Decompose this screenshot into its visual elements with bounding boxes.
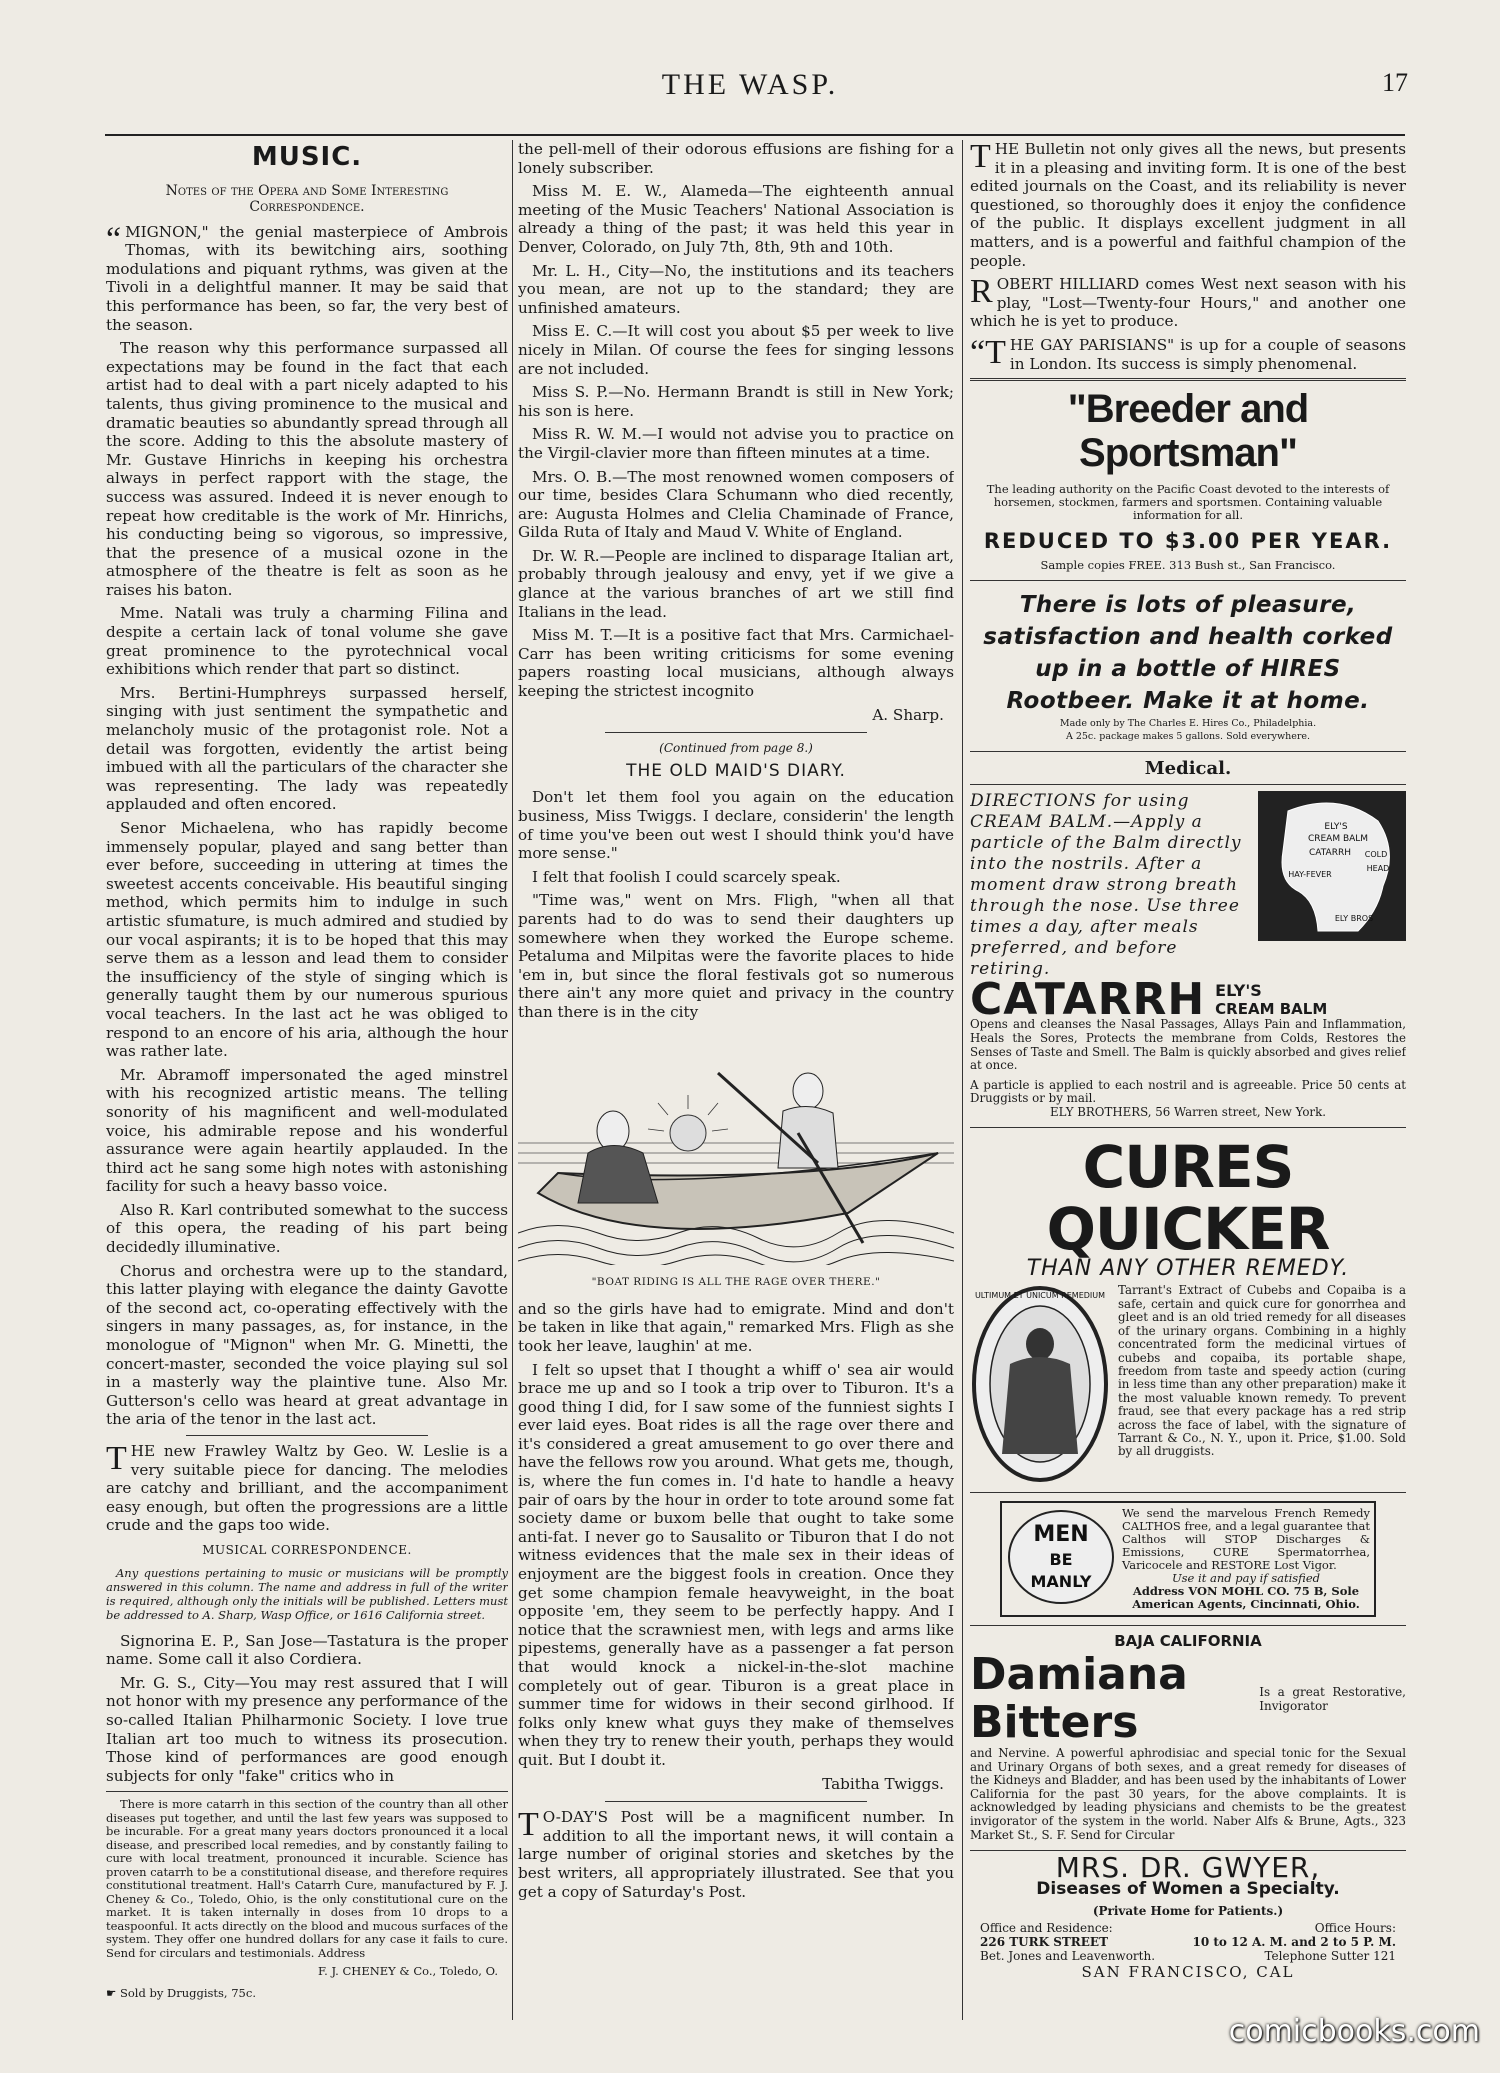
gwyer-specialty: Diseases of Women a Specialty. <box>1036 1878 1340 1899</box>
drop-cap: T <box>970 140 991 175</box>
diary-paragraph: Don't let them fool you again on the education business, Miss Twiggs. I declare, considerin' the length of time you've been out west I should think you'd have more sense." <box>518 788 954 863</box>
article-paragraph: The reason why this performance surpassed all expectations may be found in the fact that each artist had to deal with a part nicely adapted to his talents, thus giving prominence to the musical and dramatic beauties so abundantly spread through all the score. Adding to this the absolute mastery of Mr. Gustave Hinrichs in keeping his orchestra always in perfect rapport with the stage, the success was assured. Indeed it is never enough to repeat how creditable is the work of Mr. Hinrichs, his conducting being so vigorous, so impressive, that the presence of a musical ozone in the atmosphere of the theatre is felt as soon as he raises his baton. <box>106 339 508 599</box>
ad-sold: ☛ Sold by Druggists, 75c. <box>106 1985 256 2000</box>
correspondence-item: Miss M. E. W., Alameda—The eighteenth annual meeting of the Music Teachers' National Association is already a thing of the past; it was held this year in Denver, Colorado, on July 7th, 8th, 9th and 10th. <box>518 182 954 256</box>
svg-text:CREAM BALM: CREAM BALM <box>1307 834 1369 845</box>
correspondence-item: Mr. G. S., City—You may rest assured that I will not honor with my presence any performance of the so-called Italian Philharmonic Society. I love true Italian art too much to witness its prosecution. Those kind of performances are good enough subjects for only "fake" critics who in <box>106 1673 508 1785</box>
baja-label: BAJA CALIFORNIA <box>1114 1632 1262 1651</box>
column-notes-ads <box>970 140 1406 2000</box>
article-paragraph: Chorus and orchestra were up to the standard, this latter playing with elegance the dainty Gavotte of the second act, co-operating effectively with the singers in many passages, as, for instance, in the monologue of "Mignon" when Mr. G. Minetti, the concert-master, seconded the voice playing sul sol in a masterly way the plaintive tune. Also Mr. Gutterson's cello was heard at great advantage in the aria of the tenor in the last act. <box>106 1261 508 1429</box>
drop-cap: T <box>106 1440 127 1477</box>
svg-text:MANLY: MANLY <box>1030 1572 1092 1592</box>
catarrh-cure-ad <box>106 1791 508 2000</box>
gwyer-street: 226 TURK STREET <box>980 1935 1108 1949</box>
ad-signature: F. J. CHENEY & Co., Toledo, O. <box>317 1964 498 1979</box>
svg-text:CATARRH: CATARRH <box>1309 848 1351 859</box>
ad-description: The leading authority on the Pacific Coast devoted to the interests of horsemen, stockmen, farmers and sportsmen. Containing valuable information for all. <box>986 482 1390 523</box>
column-music <box>106 140 508 2000</box>
bulletin-paragraph: THE Bulletin not only gives all the news, but presents it in a pleasing and inviting form. It is one of the best edited journals on the Coast, and its reliability is never questioned, so thoroughly does it enjoy the confidence of the public. It displays excellent judgment in all matters, and is a powerful and faithful champion of the people. <box>970 140 1406 270</box>
head-diagram-icon <box>1258 791 1406 941</box>
diary-paragraph: I felt that foolish I could scarcely speak. <box>532 867 841 886</box>
diary-heading: THE OLD MAID'S DIARY. <box>626 760 846 781</box>
breeder-sportsman-ad <box>970 378 1406 581</box>
illustration-caption: "BOAT RIDING IS ALL THE RAGE OVER THERE." <box>591 1276 881 1289</box>
than-any-other: THAN ANY OTHER REMEDY. <box>1026 1255 1350 1281</box>
watermark: comicbooks.com <box>1228 2014 1480 2049</box>
article-paragraph: the pell-mell of their odorous effusions are fishing for a lonely subscriber. <box>518 140 954 177</box>
svg-text:ULTIMUM ET UNICUM REMEDIUM: ULTIMUM ET UNICUM REMEDIUM <box>974 1291 1106 1301</box>
damiana-side: Is a great Restorative, Invigorator <box>1259 1685 1406 1714</box>
cream-balm-label: CREAM BALM <box>1215 1000 1328 1019</box>
author-signature: Tabitha Twiggs. <box>822 1774 944 1793</box>
damiana-title: Damiana Bitters <box>970 1649 1188 1749</box>
catarrh-address: ELY BROTHERS, 56 Warren street, New York. <box>1050 1104 1326 1119</box>
calthos-ad <box>1000 1501 1376 1617</box>
music-subheading: Notes of the Opera and Some Interesting Correspondence. <box>165 182 449 215</box>
ad-title: "Breeder and Sportsman" <box>1067 387 1309 476</box>
gwyer-between: Bet. Jones and Leavenworth. <box>980 1949 1156 1963</box>
gwyer-title: MRS. DR. GWYER, <box>1055 1851 1321 1885</box>
cures-quicker-title: CURES QUICKER <box>1046 1132 1330 1263</box>
masthead-title: THE WASP. <box>661 68 839 101</box>
column-rule-2 <box>962 140 963 2020</box>
svg-text:HAY-FEVER: HAY-FEVER <box>1288 870 1332 880</box>
monk-seal-icon <box>970 1284 1110 1484</box>
damiana-body: and Nervine. A powerful aphrodisiac and special tonic for the Sexual and Urinary Organs of both sexes, and a great remedy for diseases of the Kidneys and Bladder, and has been used by the inhabitants of Lower California for the past 30 years, for the above complaints. It is acknowledged by leading physicians and chemists to be the greatest invigorator of the system in the world. Naber Alfs & Brune, Agts., 323 Market St., S. F. Send for Circular <box>970 1746 1406 1842</box>
author-signature: A. Sharp. <box>872 705 944 724</box>
column-rule-1 <box>512 140 513 2020</box>
diary-paragraph: I felt so upset that I thought a whiff o' sea air would brace me up and so I took a trip over to Tiburon. It's a good thing I did, for I saw some of the funniest sights I ever laid eyes. Boat rides is all the rage over there and it's considered a great amusement to go over there and have the fellows row you around. What gets me, though, is, where the fun comes in. I'd hate to handle a heavy pair of oars by the hour in order to tote around some fat society dame or buxom belle that ought to take some anti-fat. I never go to Sausalito or Tiburon that I do not witness evidences that the male sex in their ideas of enjoyment are the biggest fools in creation. Once they get some champion female heavyweight, in the boat opposite 'em, they seem to be perfectly happy. And I notice that the scrawniest men, with legs and arms like pipestems, generally have as a passenger a fat person that would knock a nickel-in-the-slot machine completely out of gear. Tiburon is a great place in summer time for widows in their second girlhood. If folks only knew what guys they make of themselves when they try to renew their youth, perhaps they would quit. But I doubt it. <box>518 1360 954 1769</box>
section-divider <box>605 732 867 733</box>
hires-line: Rootbeer. Make it at home. <box>1006 687 1370 714</box>
waltz-paragraph: THE new Frawley Waltz by Geo. W. Leslie is a very suitable piece for dancing. The melodies are catchy and brilliant, and the accompaniment easy enough, but often the progressions are a little crude and the gaps too wide. <box>106 1440 508 1535</box>
directions-text: DIRECTIONS for using CREAM BALM.—Apply a particle of the Balm directly into the nostrils. After a moment draw strong breath through the nose. Use three times a day, after meals preferred, and before retiring. <box>970 791 1242 980</box>
gwyer-hours: 10 to 12 A. M. and 2 to 5 P. M. <box>1192 1935 1396 1949</box>
ad-price: REDUCED TO $3.00 PER YEAR. <box>983 529 1393 554</box>
correspondence-item: Mr. L. H., City—No, the institutions and its teachers you mean, are not up to the standard; they are unfinished amateurs. <box>518 261 954 317</box>
svg-text:MEN: MEN <box>1033 1522 1089 1548</box>
calthos-text: We send the marvelous French Remedy CALTHOS free, and a legal guarantee that Calthos will STOP Discharges & Emissions, CURE Spermatorrhea, Varicocele and RESTORE Lost Vigor. <box>1122 1506 1370 1573</box>
gwyer-office-label: Office and Residence: <box>980 1921 1113 1935</box>
correspondence-item: Miss S. P.—No. Hermann Brandt is still in New York; his son is here. <box>518 383 954 420</box>
hires-package: A 25c. package makes 5 gallons. Sold everywhere. <box>1065 730 1311 742</box>
boat-illustration <box>518 1033 954 1265</box>
calthos-italic: Use it and pay if satisfied <box>1171 1571 1321 1586</box>
svg-text:HEAD: HEAD <box>1366 864 1390 874</box>
tarrant-text: Tarrant's Extract of Cubebs and Copaiba is a safe, certain and quick cure for gonorrhea and gleet and is an old tried remedy for all diseases of the urinary organs. Combining in a highly concentrated form the medicinal virtues of cubebs and copaiba, its portable shape, freedom from taste and speedy action (curing in less time than any other preparation) make it the most valuable known remedy. To prevent fraud, see that every package has a red strip across the face of label, with the signature of Tarrant & Co., N. Y., upon it. Price, $1.00. Sold by all druggists. <box>1118 1283 1406 1459</box>
pointing-hand-icon: ☛ <box>106 1985 117 2000</box>
continued-note: (Continued from page 8.) <box>659 741 813 756</box>
music-heading: MUSIC. <box>251 142 363 172</box>
gwyer-hours-label: Office Hours: <box>1314 1921 1396 1935</box>
drop-cap: T <box>518 1806 539 1844</box>
catarrh-price: A particle is applied to each nostril and is agreeable. Price 50 cents at Druggists or by mail. <box>970 1077 1406 1106</box>
article-paragraph: Mr. Abramoff impersonated the aged minstrel with his recognized artistic means. The telling sonority of his magnificent and well-modulated voice, his admirable repose and his wonderful assurance were again heartily applauded. In the third act he sang some high notes with astonishing facility for such a heavy basso voice. <box>106 1065 508 1196</box>
gwyer-ad <box>970 1851 1406 1981</box>
section-divider <box>186 1435 427 1436</box>
hilliard-paragraph: ROBERT HILLIARD comes West next season with his play, "Lost—Twenty-four Hours," and another one which he is yet to produce. <box>970 273 1406 331</box>
man-figure <box>793 1073 823 1109</box>
gwyer-city: SAN FRANCISCO, CAL <box>1081 1963 1295 1981</box>
ad-sample: Sample copies FREE. 313 Bush st., San Francisco. <box>1040 557 1336 572</box>
column-correspondence-diary <box>518 140 954 2000</box>
drop-cap: R <box>970 273 993 311</box>
parisians-paragraph: “THE GAY PARISIANS" is up for a couple of seasons in London. Its success is simply phenomenal. <box>970 333 1406 373</box>
calthos-address: Address VON MOHL CO. 75 B, Sole American Agents, Cincinnati, Ohio. <box>1132 1584 1360 1612</box>
diary-paragraph: and so the girls have had to emigrate. Mind and don't be taken in like that again," remarked Mrs. Fligh as she took her leave, laughin' at me. <box>518 1299 954 1355</box>
svg-text:ELY BROS: ELY BROS <box>1334 914 1374 924</box>
men-be-manly-badge <box>1006 1507 1116 1607</box>
correspondence-item: Dr. W. R.—People are inclined to disparage Italian art, probably through jealousy and envy, yet if we give a glance at the various branches of art we still find Italians in the lead. <box>518 546 954 621</box>
correspondence-item: Signorina E. P., San Jose—Tastatura is the proper name. Some call it also Cordiera. <box>106 1631 508 1669</box>
correspondence-item: Mrs. O. B.—The most renowned women composers of our time, besides Clara Schumann who died recently, are: Augusta Holmes and Clelia Chaminade of France, Gilda Ruta of Italy and Maud V. White of England. <box>518 467 954 542</box>
gwyer-telephone: Telephone Sutter 121 <box>1264 1949 1396 1963</box>
hires-line: up in a bottle of HIRES <box>1035 655 1341 682</box>
correspondence-item: Miss E. C.—It will cost you about $5 per week to live nicely in Milan. Of course the fees for singing lessons are not included. <box>518 322 954 378</box>
running-header <box>0 68 1500 108</box>
page-number: 17 <box>1382 68 1408 97</box>
elys-label: ELY'S <box>1215 981 1262 1001</box>
svg-text:BE: BE <box>1049 1550 1073 1570</box>
hires-rootbeer-ad <box>970 589 1406 752</box>
gwyer-private: (Private Home for Patients.) <box>1092 1904 1284 1919</box>
tarrant-ad <box>970 1132 1406 1494</box>
header-rule <box>105 134 1405 136</box>
article-paragraph: Mrs. Bertini-Humphreys surpassed herself, singing with just sentiment the sympathetic and melancholy music of the protagonist role. Not a detail was forgotten, evidently the artist being imbued with all the particulars of the character she was representing. The lady was repeatedly applauded and often encored. <box>106 683 508 814</box>
correspondence-item: Miss R. W. M.—I would not advise you to practice on the Virgil-clavier more than fifteen minutes at a time. <box>518 425 954 462</box>
correspondence-item: Miss M. T.—It is a positive fact that Mrs. Carmichael-Carr has been writing criticisms for some evening papers roasting local musicians, although always keeping the strictest incognito <box>518 626 954 701</box>
correspondence-heading: MUSICAL CORRESPONDENCE. <box>202 1542 412 1557</box>
catarrh-body: Opens and cleanses the Nasal Passages, Allays Pain and Inflammation, Heals the Sores, Protects the membrane from Colds, Restores the Senses of Taste and Smell. The Balm is quickly absorbed and gives relief at once. <box>970 1017 1406 1073</box>
hires-line: satisfaction and health corked <box>983 623 1393 650</box>
drop-cap: “T <box>970 333 1006 371</box>
svg-text:COLD: COLD <box>1364 850 1388 860</box>
catarrh-wordmark: CATARRH <box>970 974 1206 1026</box>
svg-text:ELY'S: ELY'S <box>1324 822 1348 833</box>
section-divider <box>605 1801 867 1802</box>
article-paragraph: Also R. Karl contributed somewhat to the success of this opera, the reading of his part being decidedly illuminative. <box>106 1200 508 1257</box>
sun-icon <box>670 1115 706 1151</box>
elys-cream-balm-ad <box>970 784 1406 1128</box>
ad-body: There is more catarrh in this section of the country than all other diseases put together, and until the last few years was supposed to be incurable. For a great many years doctors pronounced it a local disease, and prescribed local remedies, and by constantly failing to cure with local treatment, pronounced it incurable. Science has proven catarrh to be a constitutional disease, and therefore requires constitutional treatment. Hall's Catarrh Cure, manufactured by F. J. Cheney & Co., Toledo, Ohio, is the only constitutional cure on the market. It is taken internally in doses from 10 drops to a teaspoonful. It acts directly on the blood and mucous surfaces of the system. They offer one hundred dollars for any case it fails to cure. Send for circulars and testimonials. Address <box>106 1797 508 1960</box>
article-paragraph: Senor Michaelena, who has rapidly become immensely popular, played and sang better than ever before, succeeding in uttering at times the sweetest accents conceivable. His beautiful singing method, which permits him to indulge in such artistic sfumature, is much admired and studied by our vocal aspirants; it is to be hoped that this may serve them as a lesson and lead them to consider the insufficiency of the style of singing which is generally taught them by our numerous spurious vocal teachers. In the last act he was obliged to respond to an encore of his aria, although the hour was rather late. <box>106 819 508 1061</box>
correspondence-note: Any questions pertaining to music or musicians will be promptly answered in this column. The name and address in full of the writer is required, although only the initials will be published. Letters must be addressed to A. Sharp, Wasp Office, or 1616 California street. <box>106 1565 508 1622</box>
post-paragraph: T O-DAY'S Post will be a magnificent number. In addition to all the important news, it will contain a large number of original stories and sketches by the best writers, all appropriately illustrated. See that you get a copy of Saturday's Post. <box>518 1806 954 1901</box>
hires-maker: Made only by The Charles E. Hires Co., Philadelphia. <box>1059 717 1317 729</box>
medical-heading: Medical. <box>1144 757 1232 779</box>
hires-line: There is lots of pleasure, <box>1019 591 1357 618</box>
damiana-ad <box>970 1625 1406 1851</box>
diary-paragraph: "Time was," went on Mrs. Fligh, "when all that parents had to do was to send their daughters up somewhere when they worked the Europe scheme. Petaluma and Milpitas were the favorite places to hide 'em in, but since the floral festivals got so numerous there ain't any more quiet and privacy in the country than there is in the city <box>518 891 954 1021</box>
drop-cap: “ <box>106 220 122 258</box>
article-paragraph: “ MIGNON," the genial masterpiece of Ambrois Thomas, with its bewitching airs, soothing modulations and piquant rythms, was given at the Tivoli in a delightful manner. It may be said that this performance has been, so far, the very best of the season. <box>106 220 508 334</box>
woman-figure <box>597 1111 629 1151</box>
article-paragraph: Mme. Natali was truly a charming Filina and despite a certain lack of tonal volume she gave great prominence to the pyrotechnical vocal exhibitions which render that part so distinct. <box>106 604 508 679</box>
